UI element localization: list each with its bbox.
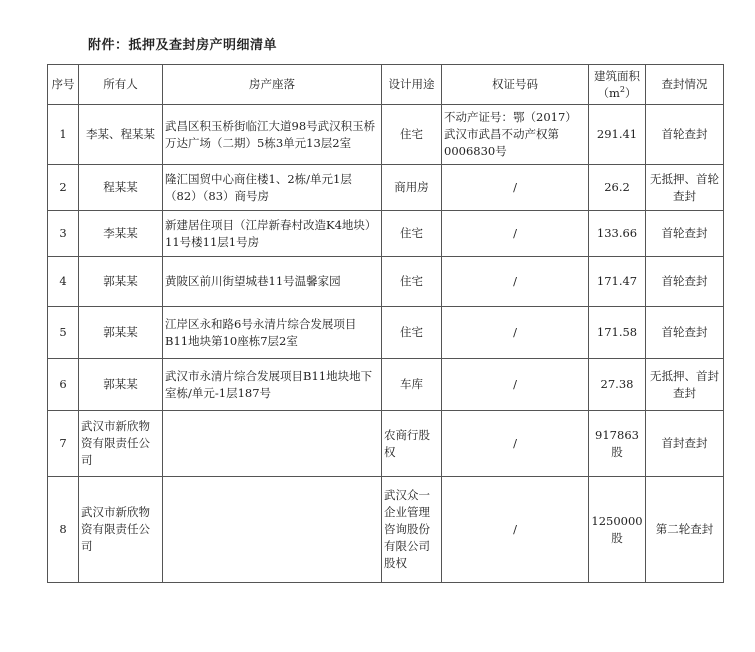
cell-no: 3 (48, 211, 79, 257)
cell-usage: 住宅 (382, 211, 442, 257)
header-area-label: 建筑面积 (594, 68, 640, 83)
table-row (48, 477, 724, 583)
table-row (48, 307, 724, 359)
cell-owner: 李某某 (79, 211, 163, 257)
header-cert: 权证号码 (442, 65, 589, 105)
cell-area: 917863股 (589, 411, 646, 477)
table-row (48, 105, 724, 165)
cell-location: 黄陂区前川街望城巷11号温馨家园 (163, 257, 382, 307)
table-row (48, 359, 724, 411)
cell-no: 7 (48, 411, 79, 477)
cell-cert: / (442, 257, 589, 307)
table-header-row (48, 65, 724, 105)
cell-status: 首封查封 (646, 411, 724, 477)
cell-status: 首轮查封 (646, 105, 724, 165)
cell-cert: 不动产证号：鄂（2017）武汉市武昌不动产权第0006830号 (442, 105, 589, 165)
header-area (589, 65, 646, 105)
cell-location: 武昌区积玉桥街临江大道98号武汉积玉桥万达广场（二期）5栋3单元13层2室 (163, 105, 382, 165)
cell-status: 首轮查封 (646, 257, 724, 307)
cell-usage: 住宅 (382, 307, 442, 359)
cell-status: 第二轮查封 (646, 477, 724, 583)
cell-area: 26.2 (589, 165, 646, 211)
cell-usage: 车库 (382, 359, 442, 411)
cell-cert: / (442, 477, 589, 583)
cell-cert: / (442, 211, 589, 257)
cell-usage: 住宅 (382, 257, 442, 307)
cell-no: 5 (48, 307, 79, 359)
header-no: 序号 (48, 65, 79, 105)
table-row (48, 257, 724, 307)
cell-area: 291.41 (589, 105, 646, 165)
cell-location: 隆汇国贸中心商住楼1、2栋/单元1层（82）（83）商号房 (163, 165, 382, 211)
cell-location (163, 477, 382, 583)
cell-cert: / (442, 359, 589, 411)
cell-location: 武汉市永清片综合发展项目B11地块地下室栋/单元-1层187号 (163, 359, 382, 411)
cell-cert: / (442, 411, 589, 477)
cell-owner: 程某某 (79, 165, 163, 211)
cell-usage: 住宅 (382, 105, 442, 165)
cell-owner: 武汉市新欣物资有限责任公司 (79, 477, 163, 583)
cell-area: 171.47 (589, 257, 646, 307)
table-row (48, 165, 724, 211)
cell-location (163, 411, 382, 477)
cell-usage: 武汉众一企业管理咨询股份有限公司股权 (382, 477, 442, 583)
cell-area: 27.38 (589, 359, 646, 411)
cell-status: 无抵押、首封查封 (646, 359, 724, 411)
cell-owner: 武汉市新欣物资有限责任公司 (79, 411, 163, 477)
cell-area: 133.66 (589, 211, 646, 257)
header-owner: 所有人 (79, 65, 163, 105)
cell-location: 新建居住项目（江岸新春村改造K4地块）11号楼11层1号房 (163, 211, 382, 257)
cell-owner: 李某、程某某 (79, 105, 163, 165)
cell-area: 171.58 (589, 307, 646, 359)
header-area-unit-open: （m (597, 85, 620, 100)
cell-owner: 郭某某 (79, 359, 163, 411)
cell-no: 2 (48, 165, 79, 211)
cell-status: 首轮查封 (646, 307, 724, 359)
cell-owner: 郭某某 (79, 307, 163, 359)
cell-owner: 郭某某 (79, 257, 163, 307)
cell-no: 1 (48, 105, 79, 165)
header-usage: 设计用途 (382, 65, 442, 105)
cell-status: 无抵押、首轮查封 (646, 165, 724, 211)
cell-cert: / (442, 165, 589, 211)
cell-cert: / (442, 307, 589, 359)
cell-status: 首轮查封 (646, 211, 724, 257)
header-area-unit-close: ） (625, 85, 637, 100)
header-status: 查封情况 (646, 65, 724, 105)
document-title: 附件：抵押及查封房产明细清单 (88, 38, 278, 53)
cell-no: 4 (48, 257, 79, 307)
property-table (47, 64, 724, 583)
cell-area: 1250000股 (589, 477, 646, 583)
cell-usage: 商用房 (382, 165, 442, 211)
table-row (48, 411, 724, 477)
table-row (48, 211, 724, 257)
cell-location: 江岸区永和路6号永清片综合发展项目B11地块第10座栋7层2室 (163, 307, 382, 359)
header-area-unit-sup: 2 (619, 84, 625, 94)
cell-no: 8 (48, 477, 79, 583)
cell-usage: 农商行股权 (382, 411, 442, 477)
cell-no: 6 (48, 359, 79, 411)
header-location: 房产座落 (163, 65, 382, 105)
